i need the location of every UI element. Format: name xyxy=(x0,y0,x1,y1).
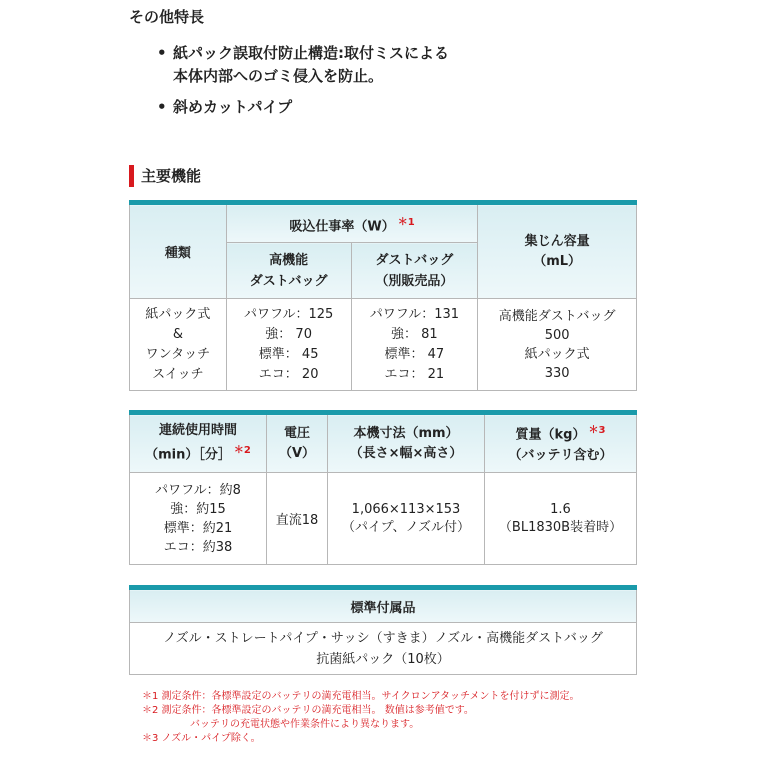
spec-table-suction xyxy=(129,200,637,391)
type-header: 種類 xyxy=(130,203,227,299)
note-marker: ＊3 xyxy=(588,425,606,437)
dimensions-value: 1,066×113×153 （パイプ、ノズル付） xyxy=(328,473,485,565)
feature-list xyxy=(157,42,449,127)
weight-value: 1.6 （BL1830B装着時） xyxy=(485,473,637,565)
feature-line: • 斜めカットパイプ xyxy=(173,98,293,116)
note-marker: ＊2 xyxy=(233,445,251,457)
type-value: 紙パック式 & ワンタッチ スイッチ xyxy=(130,299,227,391)
weight-header-sub: （バッテリ含む） xyxy=(508,447,613,463)
feature-item xyxy=(157,42,449,88)
section-title: 主要機能 xyxy=(129,165,201,187)
feature-item xyxy=(157,96,449,119)
footnotes xyxy=(142,690,580,746)
capacity-values: 高機能ダストバッグ 500 紙パック式 330 xyxy=(478,299,637,391)
footnote: ＊1 測定条件：各標準設定のバッテリの満充電相当。サイクロンアタッチメントを付けずに測定。 xyxy=(142,691,580,702)
footnote: ＊3 ノズル・パイプ除く。 xyxy=(142,733,261,744)
footnote: ＊2 測定条件：各標準設定のバッテリの満充電相当。 数値は参考値です。 xyxy=(142,705,474,716)
feature-line: • 紙パック誤取付防止構造:取付ミスによる xyxy=(173,44,450,62)
weight-header xyxy=(485,413,637,473)
runtime-header-label: 連続使用時間 （min）［分］ xyxy=(145,423,237,463)
other-features-heading: その他特長 xyxy=(129,8,205,26)
suction-header xyxy=(226,203,477,243)
accessories-header: 標準付属品 xyxy=(130,588,637,623)
dimensions-header: 本機寸法（mm） （長さ×幅×高さ） xyxy=(328,413,485,473)
sub-header-dust-bag: ダストバッグ （別販売品） xyxy=(351,243,478,299)
accessories-value: ノズル・ストレートパイプ・サッシ（すきま）ノズル・高機能ダストバッグ 抗菌紙パック（10枚） xyxy=(130,623,637,675)
spec-table-runtime xyxy=(129,410,637,565)
accessories-table xyxy=(129,585,637,675)
runtime-header xyxy=(130,413,267,473)
dust-bag-values: パワフル：131 強： 81 標準： 47 エコ： 21 xyxy=(351,299,478,391)
sub-header-premium-bag: 高機能 ダストバッグ xyxy=(226,243,351,299)
suction-header-label: 吸込仕事率（W） xyxy=(289,219,395,235)
feature-line: 本体内部へのゴミ侵入を防止。 xyxy=(173,67,384,85)
voltage-header: 電圧 （V） xyxy=(267,413,328,473)
note-marker: ＊1 xyxy=(397,216,415,228)
weight-header-label: 質量（kg） xyxy=(515,427,586,443)
premium-bag-values: パワフル：125 強： 70 標準： 45 エコ： 20 xyxy=(226,299,351,391)
capacity-header: 集じん容量 （mL） xyxy=(478,203,637,299)
footnote: バッテリの充電状態や作業条件により異なります。 xyxy=(190,719,420,730)
runtime-values: パワフル：約8 強：約15 標準：約21 エコ：約38 xyxy=(130,473,267,565)
voltage-value: 直流18 xyxy=(267,473,328,565)
